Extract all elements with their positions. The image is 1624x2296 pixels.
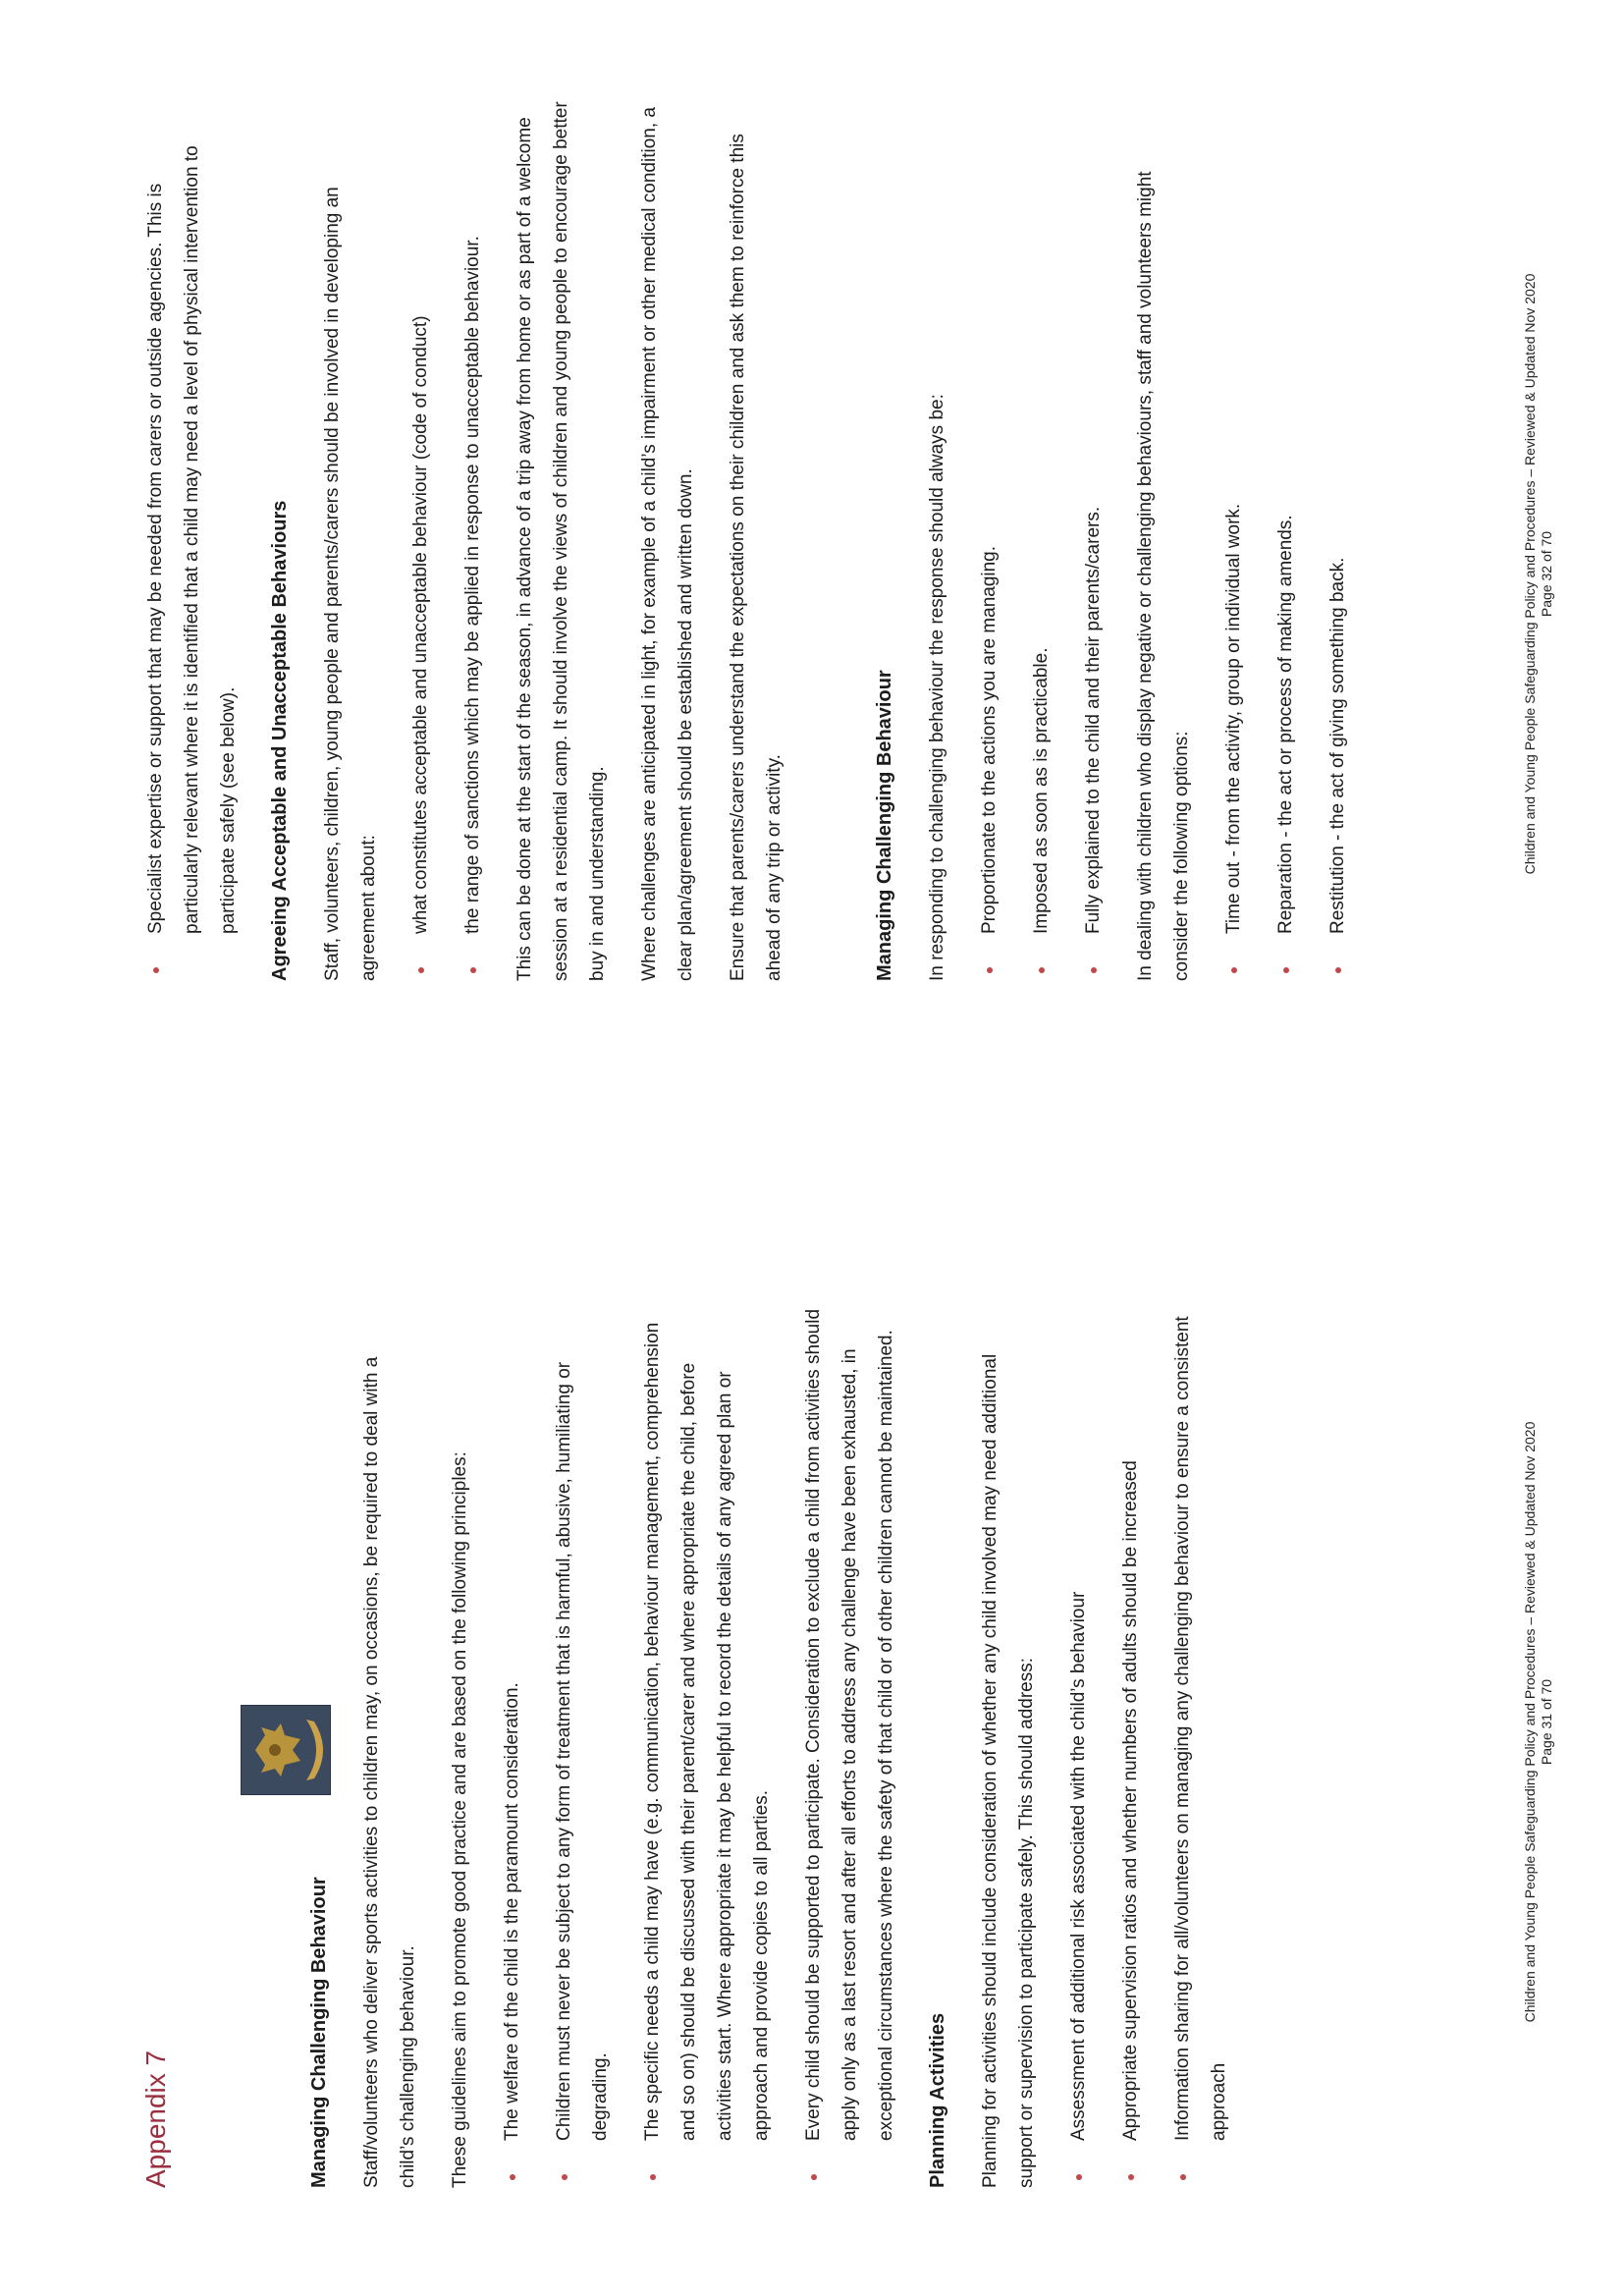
- appendix-title: Appendix 7: [140, 2050, 171, 2188]
- page-footer: [1522, 0, 1555, 1148]
- list-item: Specialist expertise or support that may be needed from carers or outside agencies. This is particularly relevant where it is identified that a child may need a level of physical intervention to participate safely (see below).: [137, 97, 246, 981]
- footer-title: Children and Young People Safeguarding Policy and Procedures – Reviewed & Updated Nov 2020: [1522, 273, 1538, 875]
- footer-title: Children and Young People Safeguarding Policy and Procedures – Reviewed & Updated Nov 2020: [1522, 1421, 1538, 2023]
- bullet-icon: [1128, 2174, 1134, 2180]
- principles-intro-paragraph: These guidelines aim to promote good practice and are based on the following principles:: [450, 1451, 470, 2188]
- list-item: Appropriate supervision ratios and whether numbers of adults should be increased: [1112, 1304, 1149, 2188]
- list-item: Fully explained to the child and their parents/carers.: [1075, 97, 1111, 981]
- bullet-icon: [987, 967, 993, 973]
- list-item: Assessment of additional risk associated with the child’s behaviour: [1060, 1304, 1097, 2188]
- planning-paragraph: Planning for activities should include consideration of whether any child involved may need additional support or supervision to participate safely. This should address:: [980, 1353, 1037, 2188]
- principles-list: [494, 1304, 904, 2188]
- page-number: Page 32 of 70: [1539, 530, 1554, 618]
- bullet-icon: [1076, 2174, 1082, 2180]
- bullet-icon: [1231, 967, 1237, 973]
- heading-managing-challenging-behaviour-2: Managing Challenging Behaviour: [874, 670, 895, 981]
- bullet-icon: [470, 967, 476, 973]
- page-number: Page 31 of 70: [1539, 1678, 1554, 1766]
- response-list: [971, 97, 1111, 981]
- bullet-icon: [811, 2174, 817, 2180]
- page-footer: [1522, 1148, 1555, 2296]
- agreement-list: [403, 97, 491, 981]
- intro-paragraph: Staff/volunteers who deliver sports activities to children may, on occasions, be required to deal with a child’s challenging behaviour.: [361, 1356, 418, 2188]
- list-item: the range of sanctions which may be applied in response to unacceptable behaviour.: [455, 97, 491, 981]
- options-intro-paragraph: In dealing with children who display negative or challenging behaviours, staff and volunteers might consider the following options:: [1135, 171, 1192, 981]
- list-item: Imposed as soon as is practicable.: [1023, 97, 1059, 981]
- agreement-intro-paragraph: Staff, volunteers, children, young people and parents/carers should be involved in developing an agreement about:: [322, 187, 379, 981]
- bullet-icon: [1180, 2174, 1186, 2180]
- heading-agreeing-behaviours: Agreeing Acceptable and Unacceptable Behaviours: [269, 500, 291, 981]
- planning-list: [1060, 1304, 1237, 2188]
- bullet-icon: [650, 2174, 656, 2180]
- list-item: Proportionate to the actions you are managing.: [971, 97, 1007, 981]
- list-item: Restitution - the act of giving something back.: [1320, 97, 1356, 981]
- challenges-paragraph: Where challenges are anticipated in light, for example of a child’s impairment or other medical condition, a clear plan/agreement should be established and written down.: [639, 107, 696, 981]
- list-item: The specific needs a child may have (e.g. communication, behaviour management, comprehension and so on) should be discussed with their parent/carer and where appropriate the child, before activities start. Where appropriate it may be helpful to record the details of any agreed plan or approach and provide copies to all parties.: [634, 1304, 780, 2188]
- list-item: Time out - from the activity, group or individual work.: [1216, 97, 1252, 981]
- bullet-icon: [153, 967, 159, 973]
- options-list: [1216, 97, 1356, 981]
- bullet-icon: [562, 2174, 568, 2180]
- season-paragraph: This can be done at the start of the season, in advance of a trip away from home or as part of a welcome session at a residential camp. It should involve the views of children and young people to encourage better buy in and understanding.: [514, 101, 608, 981]
- response-intro-paragraph: In responding to challenging behaviour the response should always be:: [927, 394, 947, 981]
- bullet-icon: [1283, 967, 1289, 973]
- bullet-icon: [510, 2174, 515, 2180]
- list-item: Reparation - the act or process of making amends.: [1268, 97, 1304, 981]
- list-item: Information sharing for all/volunteers on managing any challenging behaviour to ensure a consistent approach: [1164, 1304, 1237, 2188]
- page-31: [0, 1148, 1624, 2296]
- bullet-icon: [418, 967, 424, 973]
- parents-paragraph: Ensure that parents/carers understand the expectations on their children and ask them to reinforce this ahead of any trip or activity.: [728, 134, 785, 981]
- list-item: Children must never be subject to any form of treatment that is harmful, abusive, humiliating or degrading.: [546, 1304, 619, 2188]
- list-item: what constitutes acceptable and unacceptable behaviour (code of conduct): [403, 97, 439, 981]
- bullet-icon: [1091, 967, 1097, 973]
- bullet-icon: [1335, 967, 1341, 973]
- heading-managing-challenging-behaviour: Managing Challenging Behaviour: [308, 1877, 330, 2188]
- list-item: The welfare of the child is the paramount consideration.: [494, 1304, 530, 2188]
- support-list: [137, 97, 246, 981]
- heading-planning-activities: Planning Activities: [927, 2012, 948, 2188]
- bullet-icon: [1039, 967, 1045, 973]
- list-item: Every child should be supported to participate. Consideration to exclude a child from activities should apply only as a last resort and after all efforts to address any challenge have been exhausted, in exceptional circumstances where the safety of that child or of other children cannot be maintained.: [795, 1304, 904, 2188]
